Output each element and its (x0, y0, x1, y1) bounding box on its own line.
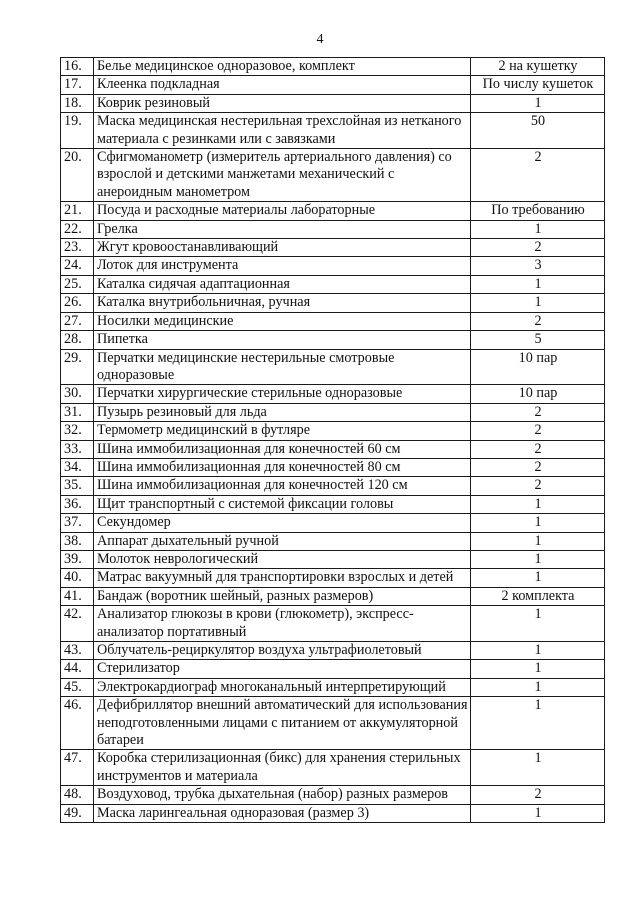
item-name: Воздуховод, трубка дыхательная (набор) разных размеров (94, 786, 471, 804)
table-row (61, 569, 605, 587)
item-quantity: 1 (471, 550, 605, 568)
item-name: Маска медицинская нестерильная трехслойная из нетканого материала с резинками или с завязками (94, 113, 471, 149)
item-quantity: 2 (471, 312, 605, 330)
item-quantity: 2 комплекта (471, 587, 605, 605)
item-name: Каталка сидячая адаптационная (94, 275, 471, 293)
item-quantity: 1 (471, 697, 605, 750)
row-number: 18. (61, 94, 94, 112)
row-number: 41. (61, 587, 94, 605)
table-row (61, 76, 605, 94)
item-name: Шина иммобилизационная для конечностей 80 см (94, 458, 471, 476)
item-name: Бандаж (воротник шейный, разных размеров) (94, 587, 471, 605)
table-row (61, 331, 605, 349)
table-row (61, 532, 605, 550)
table-row (61, 477, 605, 495)
equipment-table-body (61, 58, 605, 823)
page-number: 4 (316, 32, 324, 47)
item-quantity: 1 (471, 495, 605, 513)
row-number: 17. (61, 76, 94, 94)
row-number: 35. (61, 477, 94, 495)
item-quantity: 1 (471, 750, 605, 786)
row-number: 43. (61, 642, 94, 660)
item-name: Аппарат дыхательный ручной (94, 532, 471, 550)
item-name: Электрокардиограф многоканальный интерпретирующий (94, 678, 471, 696)
item-name: Коврик резиновый (94, 94, 471, 112)
row-number: 42. (61, 606, 94, 642)
row-number: 23. (61, 239, 94, 257)
item-quantity: 2 (471, 786, 605, 804)
row-number: 40. (61, 569, 94, 587)
item-name: Термометр медицинский в футляре (94, 422, 471, 440)
table-row (61, 458, 605, 476)
table-row (61, 642, 605, 660)
row-number: 16. (61, 58, 94, 76)
row-number: 31. (61, 403, 94, 421)
item-name: Молоток неврологический (94, 550, 471, 568)
item-quantity: 1 (471, 220, 605, 238)
table-row (61, 202, 605, 220)
item-name: Посуда и расходные материалы лабораторные (94, 202, 471, 220)
item-name: Облучатель-рециркулятор воздуха ультрафиолетовый (94, 642, 471, 660)
row-number: 36. (61, 495, 94, 513)
row-number: 39. (61, 550, 94, 568)
item-quantity: 3 (471, 257, 605, 275)
table-row (61, 312, 605, 330)
row-number: 48. (61, 786, 94, 804)
table-row (61, 678, 605, 696)
item-name: Клеенка подкладная (94, 76, 471, 94)
table-row (61, 550, 605, 568)
item-quantity: 2 (471, 422, 605, 440)
table-row (61, 606, 605, 642)
table-row (61, 58, 605, 76)
table-row (61, 804, 605, 822)
item-name: Анализатор глюкозы в крови (глюкометр), экспресс-анализатор портативный (94, 606, 471, 642)
item-quantity: 2 на кушетку (471, 58, 605, 76)
table-row (61, 257, 605, 275)
table-row (61, 786, 605, 804)
row-number: 38. (61, 532, 94, 550)
row-number: 20. (61, 149, 94, 202)
row-number: 22. (61, 220, 94, 238)
row-number: 29. (61, 349, 94, 385)
item-quantity: 2 (471, 440, 605, 458)
item-name: Пипетка (94, 331, 471, 349)
item-name: Дефибриллятор внешний автоматический для использования неподготовленными лицами с питанием от аккумуляторной батареи (94, 697, 471, 750)
item-name: Грелка (94, 220, 471, 238)
table-row (61, 587, 605, 605)
row-number: 26. (61, 294, 94, 312)
item-quantity: 1 (471, 660, 605, 678)
table-row (61, 422, 605, 440)
item-quantity: 1 (471, 514, 605, 532)
row-number: 21. (61, 202, 94, 220)
item-quantity: 1 (471, 642, 605, 660)
item-name: Жгут кровоостанавливающий (94, 239, 471, 257)
row-number: 25. (61, 275, 94, 293)
item-name: Матрас вакуумный для транспортировки взрослых и детей (94, 569, 471, 587)
item-quantity: 2 (471, 239, 605, 257)
item-name: Секундомер (94, 514, 471, 532)
item-name: Стерилизатор (94, 660, 471, 678)
row-number: 44. (61, 660, 94, 678)
item-name: Перчатки хирургические стерильные одноразовые (94, 385, 471, 403)
item-quantity: 1 (471, 275, 605, 293)
table-row (61, 495, 605, 513)
row-number: 32. (61, 422, 94, 440)
row-number: 37. (61, 514, 94, 532)
item-quantity: 5 (471, 331, 605, 349)
row-number: 47. (61, 750, 94, 786)
table-row (61, 660, 605, 678)
table-row (61, 403, 605, 421)
item-name: Пузырь резиновый для льда (94, 403, 471, 421)
item-name: Щит транспортный с системой фиксации головы (94, 495, 471, 513)
item-name: Белье медицинское одноразовое, комплект (94, 58, 471, 76)
item-name: Коробка стерилизационная (бикс) для хранения стерильных инструментов и материала (94, 750, 471, 786)
row-number: 34. (61, 458, 94, 476)
row-number: 24. (61, 257, 94, 275)
item-quantity: 1 (471, 569, 605, 587)
table-row (61, 294, 605, 312)
item-quantity: 2 (471, 477, 605, 495)
item-quantity: По требованию (471, 202, 605, 220)
item-quantity: 10 пар (471, 349, 605, 385)
item-name: Шина иммобилизационная для конечностей 120 см (94, 477, 471, 495)
item-name: Носилки медицинские (94, 312, 471, 330)
row-number: 33. (61, 440, 94, 458)
row-number: 19. (61, 113, 94, 149)
item-quantity: 10 пар (471, 385, 605, 403)
item-quantity: 50 (471, 113, 605, 149)
table-row (61, 94, 605, 112)
table-row (61, 440, 605, 458)
row-number: 46. (61, 697, 94, 750)
table-row (61, 113, 605, 149)
row-number: 28. (61, 331, 94, 349)
item-quantity: 2 (471, 149, 605, 202)
table-row (61, 750, 605, 786)
item-quantity: 1 (471, 678, 605, 696)
item-quantity: 1 (471, 804, 605, 822)
row-number: 27. (61, 312, 94, 330)
item-name: Маска ларингеальная одноразовая (размер 3) (94, 804, 471, 822)
item-quantity: 2 (471, 458, 605, 476)
table-row (61, 385, 605, 403)
item-quantity: 1 (471, 294, 605, 312)
row-number: 45. (61, 678, 94, 696)
item-name: Лоток для инструмента (94, 257, 471, 275)
table-row (61, 149, 605, 202)
item-quantity: 1 (471, 532, 605, 550)
item-quantity: 1 (471, 94, 605, 112)
item-name: Перчатки медицинские нестерильные смотровые одноразовые (94, 349, 471, 385)
table-row (61, 239, 605, 257)
equipment-table (60, 57, 605, 823)
table-row (61, 220, 605, 238)
item-quantity: 2 (471, 403, 605, 421)
table-row (61, 697, 605, 750)
table-row (61, 514, 605, 532)
item-name: Сфигмоманометр (измеритель артериального давления) со взрослой и детскими манжетами механический с анероидным манометром (94, 149, 471, 202)
item-quantity: По числу кушеток (471, 76, 605, 94)
item-name: Каталка внутрибольничная, ручная (94, 294, 471, 312)
item-name: Шина иммобилизационная для конечностей 60 см (94, 440, 471, 458)
table-row (61, 349, 605, 385)
table-row (61, 275, 605, 293)
row-number: 49. (61, 804, 94, 822)
row-number: 30. (61, 385, 94, 403)
item-quantity: 1 (471, 606, 605, 642)
